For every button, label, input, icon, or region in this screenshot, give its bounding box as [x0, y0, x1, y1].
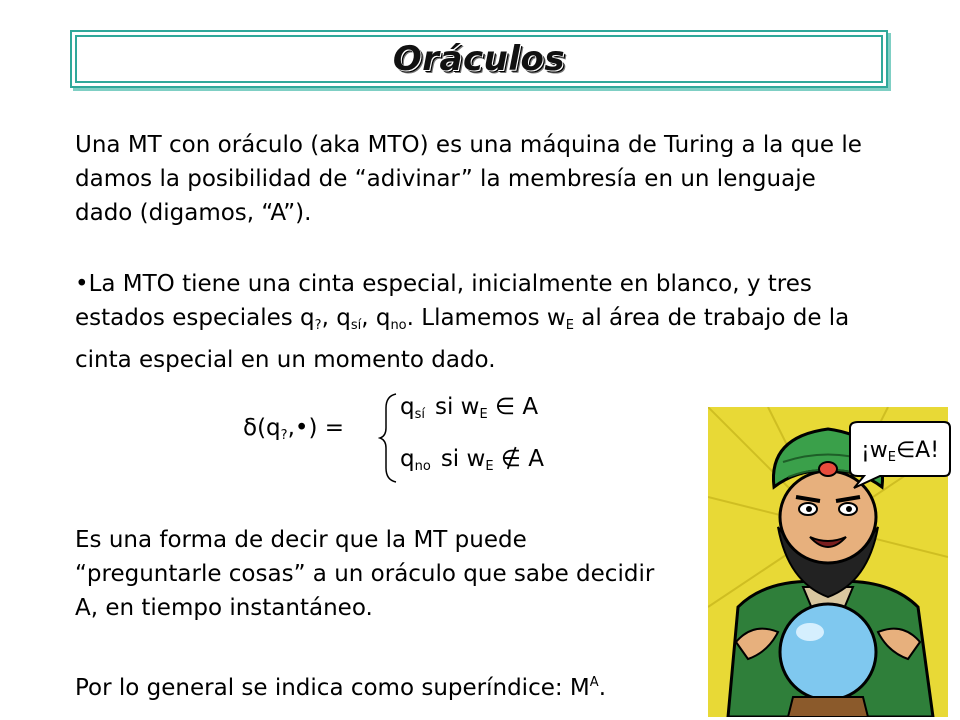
case1-cond: si w	[435, 394, 480, 420]
case1-w-sub: E	[479, 407, 488, 422]
case2-cond: si w	[440, 446, 486, 472]
bubble-post: ∈A!	[895, 438, 940, 463]
formula-delta: δ(q	[243, 415, 281, 441]
case1-q: q	[400, 394, 415, 420]
formula-lhs	[243, 415, 344, 443]
p2-sep-2: , q	[361, 305, 391, 331]
p2-text-2: . Llamemos w	[406, 305, 566, 331]
formula-case-no	[400, 446, 544, 474]
p2-sep-1: , q	[321, 305, 351, 331]
case1-q-sub: sí	[414, 407, 425, 422]
paragraph-definition: Una MT con oráculo (aka MTO) es una máquina de Turing a la que le damos la posibilidad de “adivinar” la membresía en un lenguaje dado (digamos, “A”).	[75, 132, 862, 226]
p2-sub-q-yes: sí	[350, 318, 362, 333]
paragraph-notation	[75, 666, 775, 705]
p4-sup: A	[589, 675, 599, 690]
p4-end: .	[598, 675, 606, 701]
p2-sub-q-no: no	[390, 318, 407, 333]
title-box	[70, 30, 888, 88]
slide-title: Oráculos	[392, 39, 566, 79]
case2-q-sub: no	[414, 459, 431, 474]
speech-bubble-text	[852, 438, 948, 465]
p4-text: Por lo general se indica como superíndice: M	[75, 675, 590, 701]
case2-q: q	[400, 446, 415, 472]
case1-rel: ∈ A	[487, 394, 539, 420]
left-brace-icon	[378, 392, 398, 484]
formula-lhs-sub: ?	[280, 428, 288, 443]
p2-text-3: al área de trabajo de la cinta especial en un momento dado.	[75, 305, 850, 373]
bubble-sub: E	[887, 450, 896, 465]
p2-text-1: •La MTO tiene una cinta especial, inicialmente en blanco, y tres estados especiales q	[75, 271, 812, 331]
p2-sub-w: E	[565, 318, 574, 333]
case2-w-sub: E	[485, 459, 494, 474]
case2-rel: ∉ A	[493, 446, 544, 472]
paragraph-explanation: Es una forma de decir que la MT puede “preguntarle cosas” a un oráculo que sabe decidir A, en tiempo instantáneo.	[75, 527, 655, 621]
formula-lhs-rest: ,•) =	[287, 415, 344, 441]
p2-sub-q-query: ?	[314, 318, 322, 333]
formula-case-yes	[400, 394, 538, 422]
bubble-pre: ¡w	[860, 438, 888, 463]
paragraph-tape	[75, 267, 875, 377]
